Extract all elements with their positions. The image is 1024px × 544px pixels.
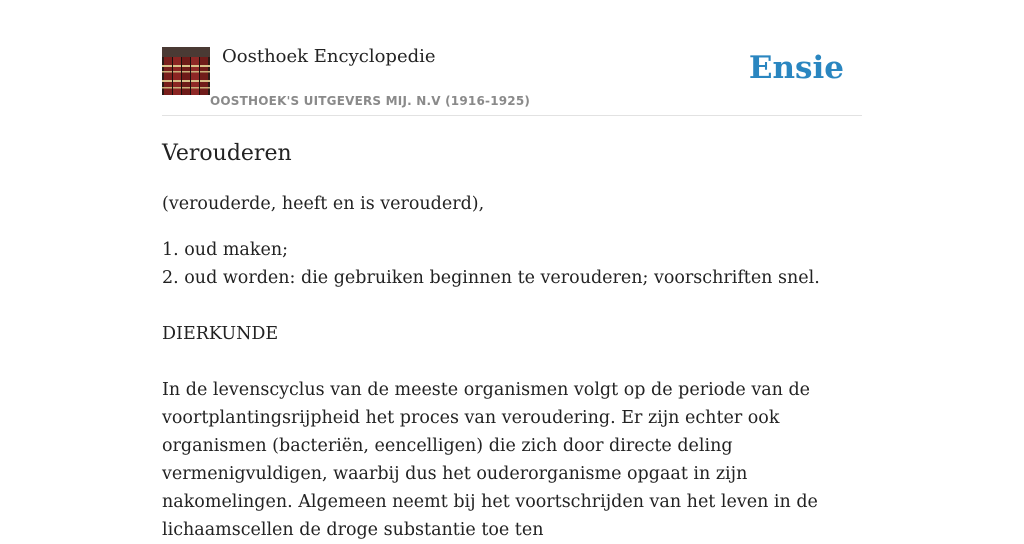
book-spines-image [162, 47, 210, 95]
entry-forms: (verouderde, heeft en is verouderd), [162, 194, 485, 214]
entry-title: Verouderen [162, 141, 292, 166]
sense-list [162, 236, 862, 292]
source-avatar[interactable] [162, 47, 210, 95]
source-name[interactable]: Oosthoek Encyclopedie [222, 46, 436, 67]
section-heading: DIERKUNDE [162, 324, 279, 344]
sense-item: 1. oud maken; [162, 240, 288, 260]
entry-content [162, 138, 862, 544]
entry-body: In de levenscyclus van de meeste organismen volgt op de periode van de voortplantingsrijpheid het proces van veroudering. Er zijn echter ook organismen (bacteriën, eencelligen) die zich door directe deling vermenigvuldigen, waarbij dus het ouderorganisme opgaat in zijn nakomelingen. Algemeen neemt bij het voortschrijden van het leven in de lichaamscellen de droge substantie toe ten [162, 380, 818, 540]
source-header [162, 44, 862, 116]
source-publisher: OOSTHOEK'S UITGEVERS MIJ. N.V (1916-1925) [210, 94, 531, 108]
sense-item: 2. oud worden: die gebruiken beginnen te verouderen; voorschriften snel. [162, 268, 820, 288]
ensie-logo-link[interactable]: Ensie [748, 50, 844, 86]
